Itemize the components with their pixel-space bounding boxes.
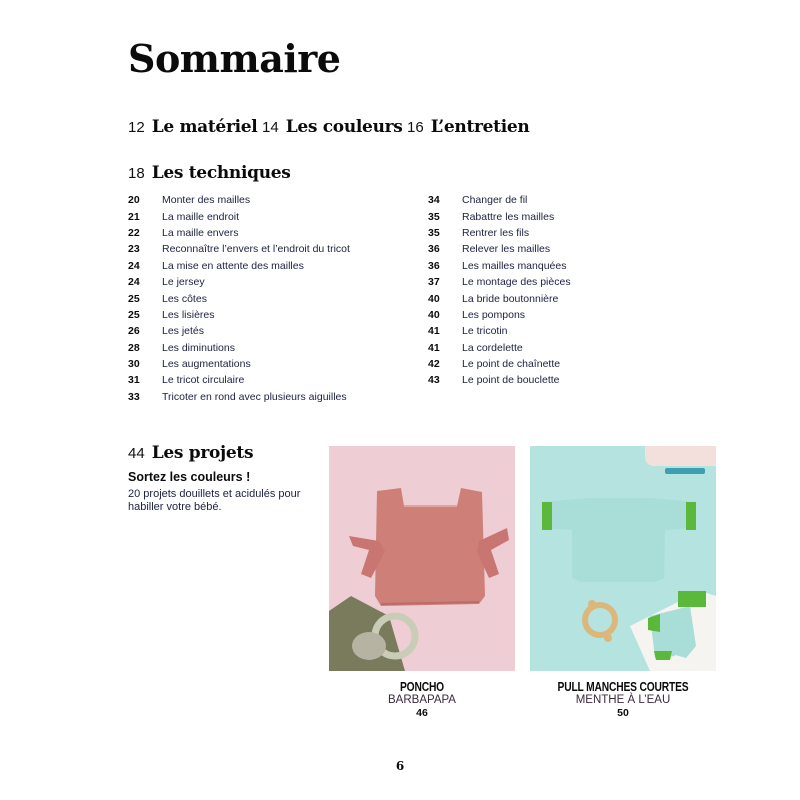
project-color: BARBAPAPA [388,694,456,706]
toc-page: 41 [428,325,440,338]
toc-entry[interactable] [128,192,350,208]
toc-page: 34 [428,194,440,207]
toc-entry[interactable] [128,356,350,372]
toc-title: Les augmentations [162,358,251,371]
section-label: Les techniques [151,163,291,183]
toc-page: 25 [128,308,140,321]
toc-title: Le tricotin [462,325,508,338]
section-materiel[interactable] [128,117,257,137]
toc-title: Tricoter en rond avec plusieurs aiguilles [162,390,347,403]
poncho-caption [329,680,515,720]
toc-entry[interactable] [128,290,350,306]
toc-page: 42 [428,358,440,371]
poncho-photo[interactable] [329,446,515,671]
section-page-number: 16 [407,119,424,136]
project-page: 46 [416,707,428,719]
section-entretien[interactable] [407,117,529,137]
toc-page: 22 [128,226,140,239]
techniques-list-right [428,192,571,389]
toc-entry[interactable] [428,192,571,208]
techniques-list-left [128,192,350,405]
projects-description: 20 projets douillets et acidulés pour habiller votre bébé. [128,488,301,513]
toc-page: 35 [428,226,440,239]
toc-title: La maille envers [162,226,239,239]
toc-entry[interactable] [128,225,350,241]
toc-title: Le point de bouclette [462,374,560,387]
toc-title: Les côtes [162,292,207,305]
project-color: MENTHE À L’EAU [575,694,671,706]
toc-title: Les pompons [462,308,526,321]
toc-title: Le jersey [162,276,205,289]
toc-entry[interactable] [428,307,571,323]
toc-entry[interactable] [428,372,571,388]
toc-title: La mise en attente des mailles [162,259,304,272]
toc-entry[interactable] [428,241,571,257]
toc-page: 26 [128,325,140,338]
projects-subtitle: Sortez les couleurs ! [128,470,251,484]
toc-page: 23 [128,243,140,256]
toc-title: Relever les mailles [462,243,551,256]
toc-page: 21 [128,210,140,223]
section-label: L’entretien [430,117,530,137]
pull-photo[interactable] [530,446,716,671]
section-page-number: 14 [262,119,279,136]
toc-title: Le montage des pièces [462,276,571,289]
toc-page: 24 [128,259,140,272]
toc-entry[interactable] [428,225,571,241]
toc-entry[interactable] [128,274,350,290]
toc-page: 36 [428,243,440,256]
project-page: 50 [617,707,629,719]
toc-title: Les lisières [162,308,215,321]
toc-entry[interactable] [428,208,571,224]
toc-title: Rabattre les mailles [462,210,555,223]
toc-title: La bride boutonnière [462,292,559,305]
project-name: PULL MANCHES COURTES [557,680,689,694]
toc-entry[interactable] [428,340,571,356]
toc-entry[interactable] [428,274,571,290]
section-techniques[interactable] [128,163,291,183]
page-title: Sommaire [128,36,341,81]
toc-page: 25 [128,292,140,305]
toc-page: 43 [428,374,440,387]
section-projets[interactable] [128,443,253,463]
toc-title: Le point de chaînette [462,358,561,371]
section-label: Le matériel [151,117,258,137]
page-number: 6 [395,759,405,773]
toc-entry[interactable] [428,323,571,339]
toc-page: 30 [128,358,140,371]
toc-title: Reconnaître l’envers et l’endroit du tricot [162,243,350,256]
toc-title: Monter des mailles [162,194,251,207]
toc-entry[interactable] [128,340,350,356]
pull-caption [530,680,716,720]
section-page-number: 12 [128,119,145,136]
toc-page: 36 [428,259,440,272]
toc-entry[interactable] [428,356,571,372]
toc-entry[interactable] [128,389,350,405]
toc-page: 40 [428,308,440,321]
toc-page: 33 [128,390,140,403]
poncho-illustration-icon [329,446,515,671]
toc-entry[interactable] [428,258,571,274]
section-page-number: 18 [128,165,145,182]
toc-title: La cordelette [462,341,523,354]
toc-page: 28 [128,341,140,354]
section-page-number: 44 [128,445,145,462]
toc-page: 37 [428,276,440,289]
toc-page: 40 [428,292,440,305]
toc-title: Rentrer les fils [462,226,530,239]
project-name: PONCHO [399,680,444,694]
toc-page: 24 [128,276,140,289]
toc-title: Les jetés [162,325,205,338]
toc-page: 31 [128,374,140,387]
toc-entry[interactable] [128,241,350,257]
section-couleurs[interactable] [262,117,403,137]
toc-page: 20 [128,194,140,207]
toc-entry[interactable] [128,208,350,224]
toc-entry[interactable] [128,323,350,339]
toc-page: 41 [428,341,440,354]
section-label: Les couleurs [285,117,403,137]
section-label: Les projets [151,443,254,463]
toc-entry[interactable] [428,290,571,306]
toc-title: La maille endroit [162,210,240,223]
toc-title: Le tricot circulaire [162,374,245,387]
toc-entry[interactable] [128,258,350,274]
toc-entry[interactable] [128,372,350,388]
toc-title: Les diminutions [162,341,235,354]
pull-illustration-icon [530,446,716,671]
toc-entry[interactable] [128,307,350,323]
toc-page: 35 [428,210,440,223]
toc-title: Changer de fil [462,194,528,207]
toc-title: Les mailles manquées [462,259,567,272]
